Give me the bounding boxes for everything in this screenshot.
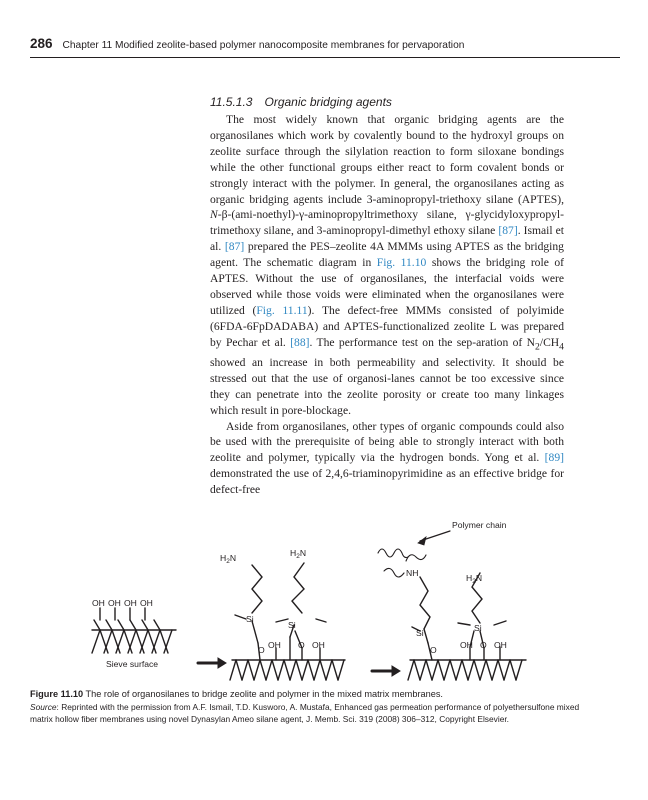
figure-11-10: [80, 515, 568, 681]
silicon-label: Si: [288, 620, 296, 630]
caption-text: The role of organosilanes to bridge zeolite and polymer in the mixed matrix membranes.: [83, 689, 443, 699]
amine-label: $H_2N$: [290, 548, 307, 560]
running-title: Chapter 11 Modified zeolite-based polymer nanocomposite membranes for pervaporation: [62, 40, 465, 51]
oxygen-label: O: [480, 640, 487, 650]
header-rule: [30, 57, 620, 58]
hydroxyl-label: OH: [460, 640, 473, 650]
hydroxyl-label: OH: [108, 598, 121, 608]
running-header: [30, 37, 620, 53]
sieve-surface-panel: [92, 608, 176, 653]
sieve-surface-label: Sieve surface: [106, 659, 159, 669]
silicon-label: Si: [416, 628, 424, 638]
figure-link[interactable]: Fig. 11.10: [376, 256, 427, 270]
silicon-label: Si: [246, 614, 254, 624]
nh-label: NH: [406, 568, 419, 578]
oxygen-label: O: [430, 645, 437, 655]
caption-source: Source: Reprinted with the permission from A.F. Ismail, T.D. Kusworo, A. Mustafa, Enhanced gas permeation performance of polyethersulfone mixed matrix hollow fiber membranes using novel Dynasylan Ameo silane agent, J. Memb. Sci. 319 (2008) 306–312, Copyright Elsevier.: [30, 701, 580, 725]
hydroxyl-label: OH: [268, 640, 281, 650]
citation-link[interactable]: [89]: [544, 451, 564, 465]
hydroxyl-label: OH: [494, 640, 507, 650]
paragraph-1: The most widely known that organic bridging agents are the organosilanes which work by covalently bound to the hydroxyl groups on zeolite surface through the silylation reaction to form siloxane bondings while the other functional groups either react to form covalent bonds or strongly interact with the polymer. In general, the organosilanes acting as organic bridging agents include 3-aminopropyl-triethoxy silane (APTES), N-β-(ami-noethyl)-γ-aminopropyltrimethoxy silane, γ-glycidyloxypropyl-trimethoxy silane, and 3-aminopropyl-dimethyl ethoxy silane [87]. Ismail et al. [87] prepared the PES–zeolite 4A MMMs using APTES as the bridging agent. The schematic diagram in Fig. 11.10 shows the bridging role of APTES. Without the use of organosilanes, the interfacial voids were observed while those voids were eliminated when the organosilanes were utilized (Fig. 11.11). The defect-free MMMs consisted of polyimide (6FDA-6FpDADABA) and APTES-functionalized zeolite L was prepared by Pechar et al. [88]. The performance test on the sep-aration of $N_2/CH_4$ showed an increase in both permeability and selectivity. It should be stressed out that the use of organosi-lanes cannot be too excessive since they can penetrate into the zeolite porosity or create too many linkages which result in pore-blockage.: [210, 113, 565, 417]
section-title: Organic bridging agents: [264, 95, 392, 109]
oxygen-label: O: [298, 640, 305, 650]
polymer-chain-label: Polymer chain: [452, 520, 507, 530]
body-text: [210, 112, 564, 498]
amine-label: $H_2N$: [220, 553, 237, 565]
oxygen-label: O: [258, 645, 265, 655]
caption-label: Figure 11.10: [30, 689, 84, 699]
paragraph-2: Aside from organosilanes, other types of organic compounds could also be used with the prerequisite of being able to strongly interact with both zeolite and polymer, typically via the hydrogen bonds. Yong et al. [89] demonstrated the use of 2,4,6-triaminopyrimidine as an effective bridge for defect-free: [210, 419, 564, 497]
citation-link[interactable]: [87]: [224, 240, 245, 254]
hydroxyl-label: OH: [124, 598, 137, 608]
citation-link[interactable]: [88]: [290, 335, 310, 349]
page-number: 286: [30, 36, 53, 51]
figure-link[interactable]: Fig. 11.11: [256, 303, 308, 317]
citation-link[interactable]: [87]: [498, 224, 518, 238]
organosilane-diagram: [80, 515, 568, 681]
amine-label: $H_2N$: [466, 573, 483, 585]
hydroxyl-label: OH: [92, 598, 105, 608]
hydroxyl-label: OH: [312, 640, 325, 650]
section-number: 11.5.1.3: [210, 95, 253, 109]
hydroxyl-label: OH: [140, 598, 153, 608]
silicon-label: Si: [474, 623, 482, 633]
polymer-bridged-panel: [378, 531, 526, 680]
section-heading: [210, 95, 392, 109]
figure-caption: [30, 688, 590, 726]
